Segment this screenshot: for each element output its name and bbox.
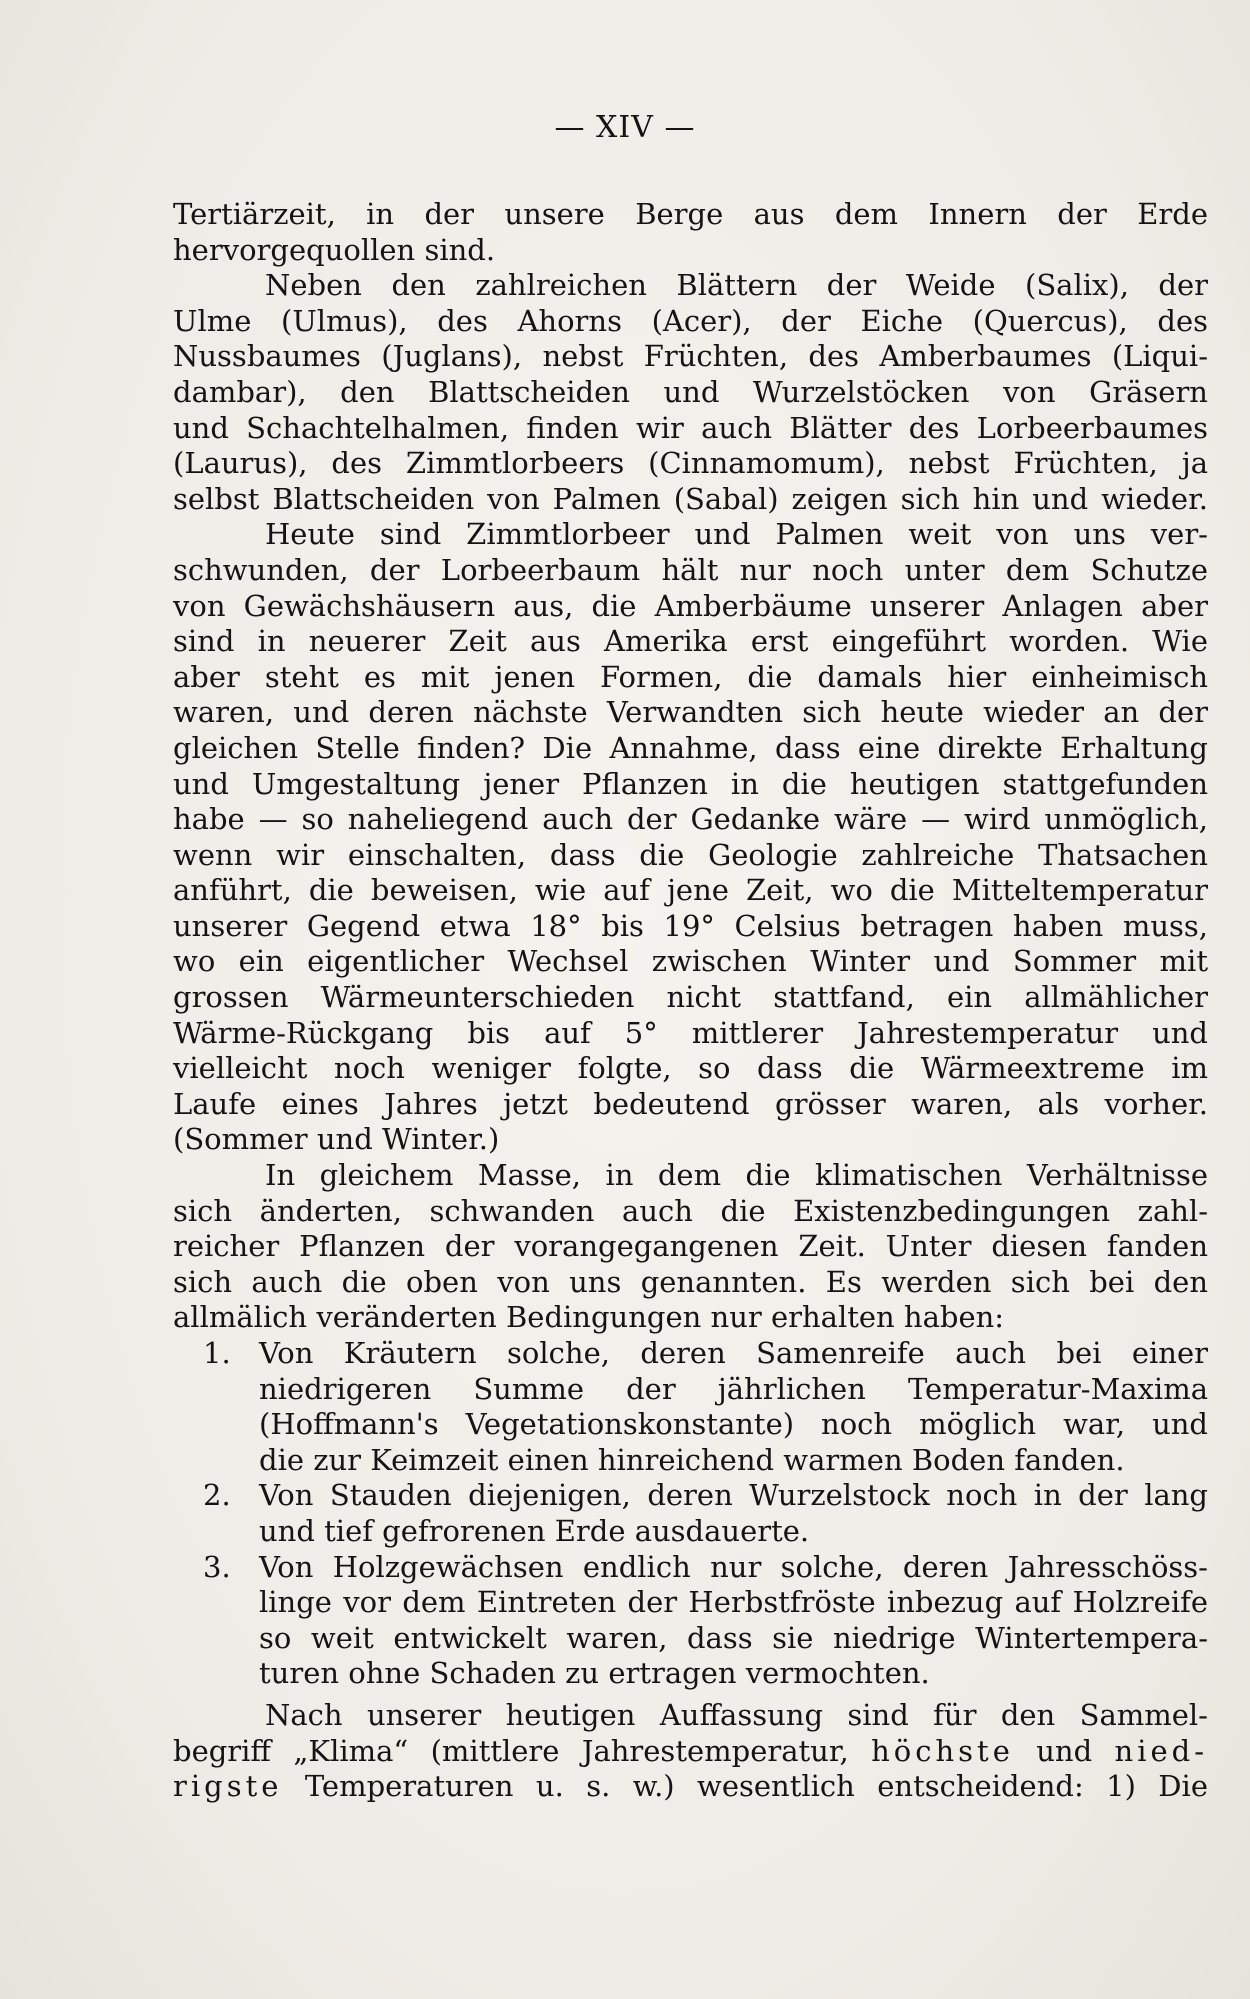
list-line-text: Von Kräutern solche, deren Samenreife auch bei einer [259,1336,1208,1370]
text-line: und Umgestaltung jener Pflanzen in die heutigen stattgefunden [173,766,1208,801]
text-line [173,1550,1208,1586]
list-item-2 [173,1478,1208,1549]
text-line: niedrigeren Summe der jährlichen Temperatur-Maxima [259,1371,1208,1406]
text-line [173,1336,1208,1372]
text-line: Heute sind Zimmtlorbeer und Palmen weit von uns ver- [265,517,1208,552]
emphasized-term: rigste [173,1769,283,1804]
list-number: 2. [203,1478,231,1513]
text-line: hervorgequollen sind. [173,232,496,267]
text-fragment: Temperaturen u. s. w.) wesentlich entscheidend: 1) Die [282,1769,1208,1804]
text-line: reicher Pflanzen der vorangegangenen Zeit. Unter diesen fanden [173,1229,1208,1264]
text-line: linge vor dem Eintreten der Herbstfröste inbezug auf Holzreife [259,1585,1208,1620]
text-line: (Hoffmann's Vegetationskonstante) noch möglich war, und [259,1407,1208,1442]
text-line: gleichen Stelle finden? Die Annahme, dass eine direkte Erhaltung [173,730,1208,765]
list-line-text: Von Holzgewächsen endlich nur solche, deren Jahresschöss- [259,1549,1208,1584]
text-line: waren, und deren nächste Verwandten sich heute wieder an der [173,695,1208,730]
list-line-text: Von Stauden diejenigen, deren Wurzelstock noch in der lang [259,1478,1208,1513]
text-line: allmälich veränderten Bedingungen nur erhalten haben: [173,1300,1005,1335]
text-line: und Schachtelhalmen, finden wir auch Blätter des Lorbeerbaumes [173,410,1208,445]
text-line: sich änderten, schwanden auch die Existenzbedingungen zahl- [173,1193,1208,1228]
text-line: so weit entwickelt waren, dass sie niedrige Wintertempera- [259,1620,1208,1655]
list-number: 1. [203,1336,231,1370]
text-fragment: und [1013,1733,1115,1768]
text-line: anführt, die beweisen, wie auf jene Zeit, wo die Mitteltemperatur [173,873,1208,908]
body-text [173,197,1208,1805]
emphasized-term: höchste [871,1733,1014,1768]
text-line [173,1734,1208,1770]
text-line: habe — so naheliegend auch der Gedanke wäre — wird unmöglich, [173,802,1208,837]
text-line: selbst Blattscheiden von Palmen (Sabal) zeigen sich hin und wieder. [173,481,1208,516]
list-item-1 [173,1336,1208,1478]
text-line: sich auch die oben von uns genannten. Es werden sich bei den [173,1264,1208,1299]
text-line: und tief gefrorenen Erde ausdauerte. [259,1513,810,1548]
page-number-header: — XIV — [554,110,696,145]
text-line: aber steht es mit jenen Formen, die damals hier einheimisch [173,659,1208,694]
text-line: wenn wir einschalten, dass die Geologie zahlreiche Thatsachen [173,837,1208,872]
text-line: In gleichem Masse, in dem die klimatischen Verhältnisse [265,1158,1208,1193]
text-line: die zur Keimzeit einen hinreichend warmen Boden fanden. [259,1442,1125,1477]
text-line: Wärme-Rückgang bis auf 5° mittlerer Jahrestemperatur und [173,1015,1208,1050]
text-line: von Gewächshäusern aus, die Amberbäume unserer Anlagen aber [173,588,1208,623]
text-line: dambar), den Blattscheiden und Wurzelstöcken von Gräsern [173,374,1208,409]
text-line: turen ohne Schaden zu ertragen vermochten. [259,1656,930,1691]
text-line [173,1478,1208,1514]
text-line [173,1769,1208,1805]
text-line: (Laurus), des Zimmtlorbeers (Cinnamomum), nebst Früchten, ja [173,446,1208,481]
text-line: Laufe eines Jahres jetzt bedeutend grösser waren, als vorher. [173,1086,1208,1121]
text-line: Neben den zahlreichen Blättern der Weide (Salix), der [265,268,1208,303]
text-line: wo ein eigentlicher Wechsel zwischen Winter und Sommer mit [173,944,1208,979]
text-line: Nach unserer heutigen Auffassung sind für den Sammel- [265,1697,1208,1732]
text-fragment: begriff „Klima“ (mittlere Jahrestemperatur, [173,1733,872,1768]
list-number: 3. [203,1549,231,1584]
text-line: Tertiärzeit, in der unsere Berge aus dem Innern der Erde [173,197,1208,231]
text-line: schwunden, der Lorbeerbaum hält nur noch unter dem Schutze [173,552,1208,587]
list-item-3 [173,1550,1208,1692]
text-line: sind in neuerer Zeit aus Amerika erst eingeführt worden. Wie [173,624,1208,659]
text-line: grossen Wärmeunterschieden nicht stattfand, ein allmählicher [173,980,1208,1015]
text-line: Ulme (Ulmus), des Ahorns (Acer), der Eiche (Quercus), des [173,303,1208,338]
text-line: unserer Gegend etwa 18° bis 19° Celsius betragen haben muss, [173,908,1208,943]
text-line: vielleicht noch weniger folgte, so dass die Wärmeextreme im [173,1051,1208,1086]
emphasized-term: nied- [1114,1733,1208,1768]
text-line: Nussbaumes (Juglans), nebst Früchten, des Amberbaumes (Liqui- [173,339,1208,374]
text-line: (Sommer und Winter.) [173,1122,500,1157]
